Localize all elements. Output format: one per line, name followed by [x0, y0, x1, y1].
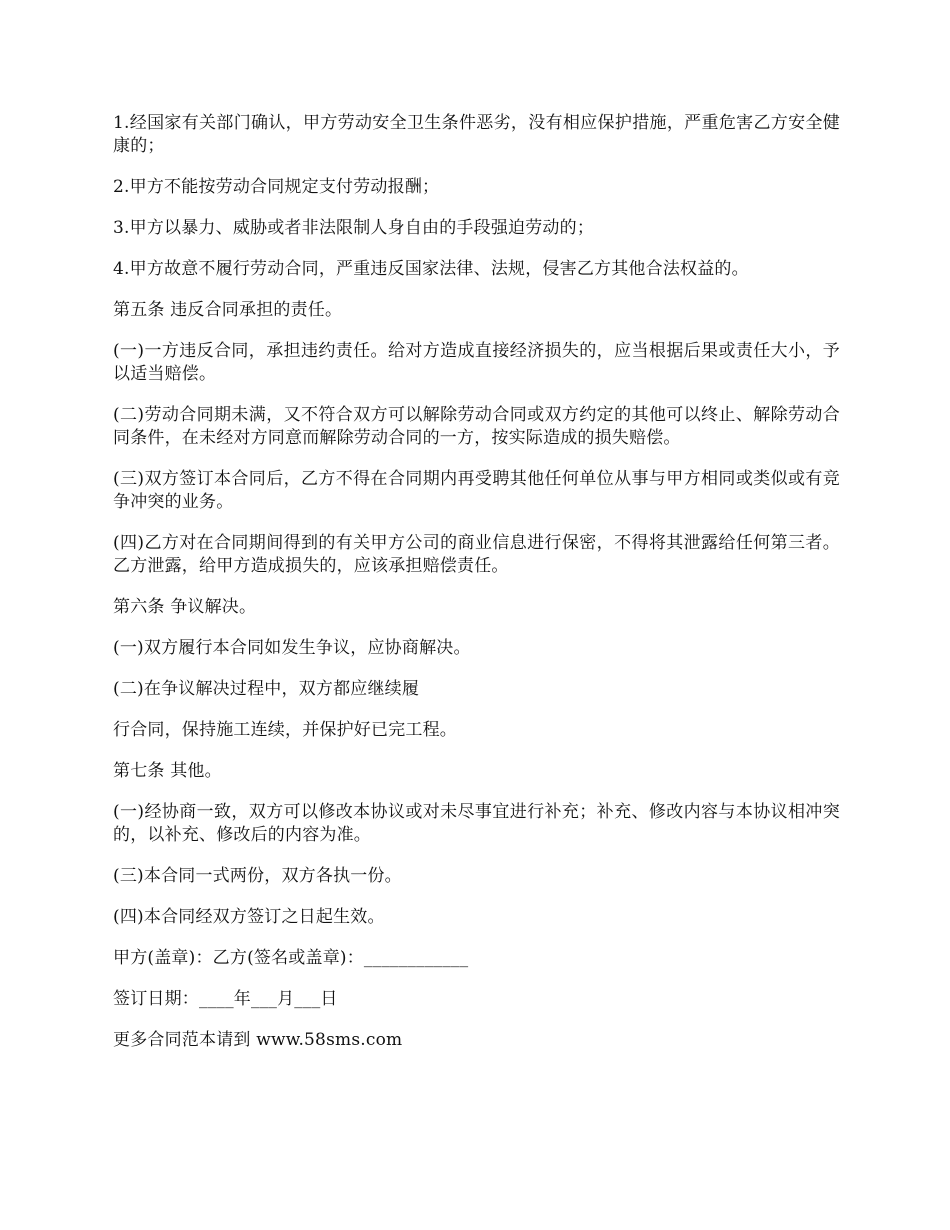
article-5-item-4: (四)乙方对在合同期间得到的有关甲方公司的商业信息进行保密，不得将其泄露给任何第三者。乙方泄露，给甲方造成损失的，应该承担赔偿责任。: [113, 533, 840, 576]
article-7-item-4: (四)本合同经双方签订之日起生效。: [113, 907, 385, 927]
clause-item-2: 2.甲方不能按劳动合同规定支付劳动报酬；: [113, 177, 440, 197]
article-6-heading: 第六条 争议解决。: [113, 597, 257, 617]
article-7-item-1: (一)经协商一致，双方可以修改本协议或对未尽事宜进行补充；补充、修改内容与本协议相冲突的，以补充、修改后的内容为准。: [113, 802, 840, 845]
article-5-item-3: (三)双方签订本合同后，乙方不得在合同期内再受聘其他任何单位从事与甲方相同或类似或有竞争冲突的业务。: [113, 469, 840, 512]
article-6-item-2-continued: 行合同，保持施工连续，并保护好已完工程。: [113, 720, 457, 740]
article-6-item-2: (二)在争议解决过程中，双方都应继续履: [113, 679, 420, 699]
clause-item-4: 4.甲方故意不履行劳动合同，严重违反国家法律、法规，侵害乙方其他合法权益的。: [113, 259, 749, 279]
clause-item-1: 1.经国家有关部门确认，甲方劳动安全卫生条件恶劣，没有相应保护措施，严重危害乙方安全健康的；: [113, 113, 840, 156]
article-5-heading: 第五条 违反合同承担的责任。: [113, 300, 343, 320]
footer-more-templates: 更多合同范本请到 www.58sms.com: [113, 1030, 403, 1050]
clause-item-3: 3.甲方以暴力、威胁或者非法限制人身自由的手段强迫劳动的；: [113, 218, 595, 238]
document-body: [113, 112, 840, 1070]
signing-date-line: 签订日期：____年___月___日: [113, 989, 338, 1009]
article-7-item-3: (三)本合同一式两份，双方各执一份。: [113, 866, 402, 886]
article-6-item-1: (一)双方履行本合同如发生争议，应协商解决。: [113, 638, 471, 658]
signature-line: 甲方(盖章)：乙方(签名或盖章)：____________: [113, 948, 469, 968]
article-7-heading: 第七条 其他。: [113, 761, 222, 781]
article-5-item-2: (二)劳动合同期未满，又不符合双方可以解除劳动合同或双方约定的其他可以终止、解除劳动合同条件，在未经对方同意而解除劳动合同的一方，按实际造成的损失赔偿。: [113, 405, 840, 448]
article-5-item-1: (一)一方违反合同，承担违约责任。给对方造成直接经济损失的，应当根据后果或责任大小，予以适当赔偿。: [113, 341, 840, 384]
